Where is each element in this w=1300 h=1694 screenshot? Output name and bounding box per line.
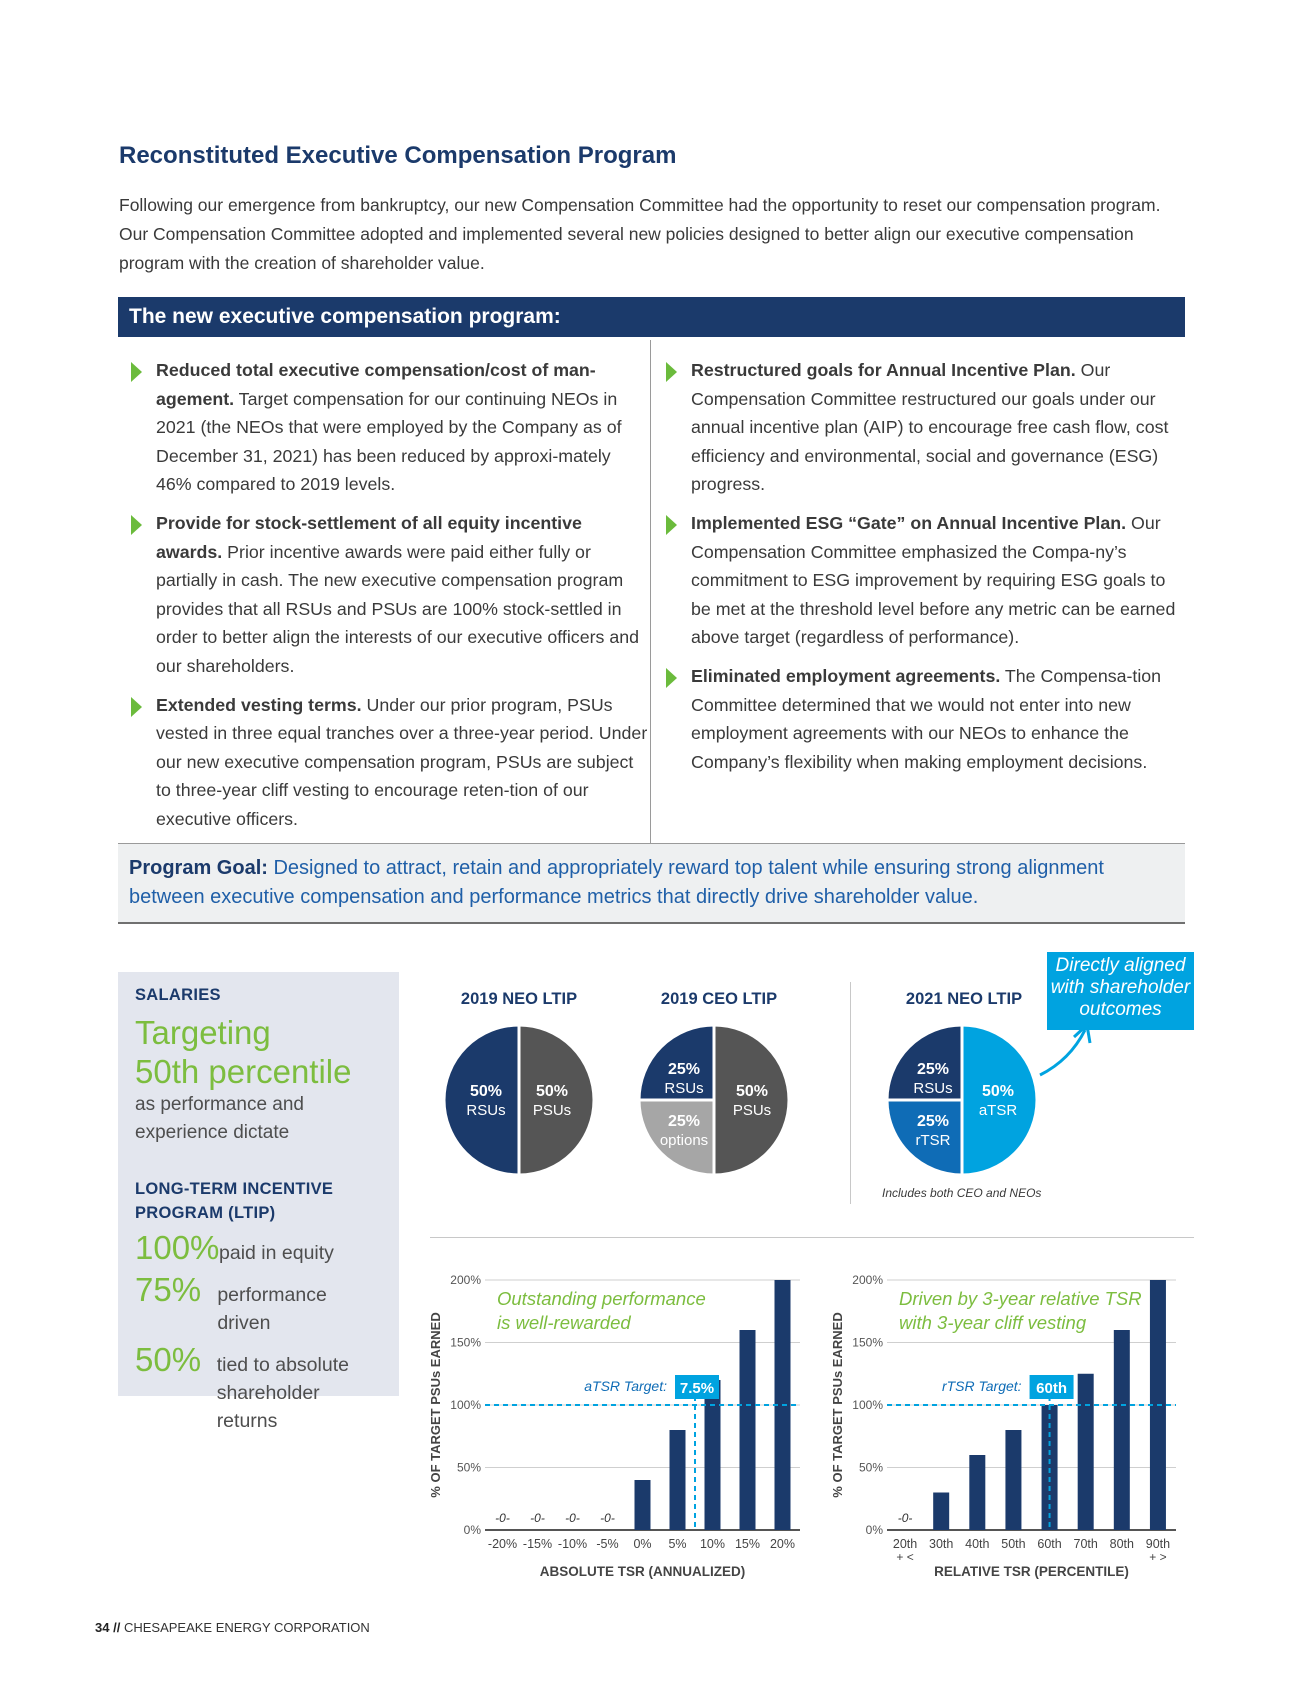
x-tick-sub: + < [896, 1550, 914, 1564]
bullet-text: Under our prior program, PSUs vested in three equal tranches over a three-year period. Under our new executive compensation program, PSUs are subject to three-year cliff vesting to encourage reten-tion of our executive officers. [156, 694, 648, 829]
y-tick-label: 100% [450, 1398, 481, 1412]
pie-slice-label: PSUs [532, 1102, 572, 1119]
pie-slice-pct: 25% [667, 1113, 701, 1130]
aligned-callout-line1: Directly aligned [1055, 955, 1186, 976]
ltip-pct: 100% [135, 1229, 220, 1266]
program-goal-text: Designed to attract, retain and appropriately reward top talent while ensuring strong alignment between executive compensation and performance metrics that directly drive shareholder value. [129, 857, 1104, 908]
intro-paragraph: Following our emergence from bankruptcy, our new Compensation Committee had the opportunity to reset our compensation program. Our Compensation Committee adopted and implemented several new policies designed to better align our executive compensation program with the creation of shareholder value. [119, 195, 1161, 273]
x-tick-label: -5% [596, 1537, 619, 1551]
bar [1005, 1430, 1021, 1530]
page-title: Reconstituted Executive Compensation Program [119, 142, 677, 169]
chart-annotation: Driven by 3-year relative TSR [899, 1288, 1142, 1309]
x-tick-label: 60th [1037, 1537, 1062, 1551]
x-tick-label: 10% [699, 1537, 726, 1551]
pie-slice-label: RSUs [664, 1080, 704, 1097]
pie-slice-pct: 25% [916, 1113, 950, 1130]
chart-annotation: is well-rewarded [497, 1312, 631, 1333]
y-axis-label: % OF TARGET PSUs EARNED [830, 1312, 845, 1498]
chart-annotation: with 3-year cliff vesting [899, 1312, 1087, 1333]
includes-note: Includes both CEO and NEOs [882, 1186, 1042, 1200]
bar [1114, 1330, 1130, 1530]
x-tick-label: 50th [1001, 1537, 1026, 1551]
page-footer [95, 1620, 370, 1635]
y-tick-label: 50% [858, 1460, 883, 1475]
pie-slice-pct: 50% [469, 1083, 503, 1100]
bullet-text: The Compensa-tion Committee determined that we would not enter into new employment agreements with our NEOs to enhance the Company’s flexibility when making employment decisions. [691, 665, 1162, 772]
x-tick-label: 40th [965, 1537, 990, 1551]
bar [635, 1480, 651, 1530]
x-tick-label: -15% [522, 1537, 553, 1551]
footer-separator: // [113, 1620, 121, 1635]
x-tick-label: 15% [734, 1537, 761, 1551]
chart-annotation: Outstanding performance [497, 1288, 706, 1309]
bullet-heading: Provide for stock-settlement of all equity incentive awards. [156, 512, 582, 562]
ltip-desc: performance driven [217, 1284, 327, 1334]
x-tick-label: 90th [1145, 1537, 1171, 1551]
zero-bar-label: -0- [495, 1511, 510, 1525]
ltip-pct: 75% [135, 1271, 202, 1308]
pie-slice-pct: 50% [735, 1083, 769, 1100]
ltip-desc: tied to absolute shareholder returns [216, 1354, 349, 1432]
x-tick-sub: + > [1149, 1550, 1167, 1564]
pie-slice-pct: 25% [916, 1061, 950, 1078]
ltip-pct: 50% [135, 1341, 202, 1378]
pie-slice-label: RSUs [913, 1080, 953, 1097]
target-label: rTSR Target: [941, 1378, 1022, 1394]
x-tick-label: 0% [633, 1537, 652, 1551]
y-tick-label: 150% [852, 1335, 883, 1350]
bullet-heading: Implemented ESG “Gate” on Annual Incentive Plan. [691, 512, 1127, 533]
callout-arrow [1040, 1030, 1085, 1075]
zero-bar-label: -0- [530, 1511, 545, 1525]
x-tick-label: 70th [1073, 1537, 1098, 1551]
y-tick-label: 0% [865, 1523, 883, 1537]
y-tick-label: 200% [450, 1273, 481, 1287]
y-tick-label: 100% [852, 1398, 883, 1412]
pie-slice-pct: 50% [981, 1083, 1015, 1100]
zero-bar-label: -0- [897, 1511, 913, 1525]
y-axis-label: % OF TARGET PSUs EARNED [428, 1312, 443, 1498]
bullet-text: Our Compensation Committee restructured our goals under our annual incentive plan (AIP) to encourage free cash flow, cost efficiency and environmental, social and governance (ESG) progress. [691, 360, 1169, 495]
salaries-sub-line2: experience dictate [135, 1122, 290, 1143]
bullet-text: Target compensation for our continuing NEOs in 2021 (the NEOs that were employed by the Company as of December 31, 2021) has been reduced by approxi-mately 46% compared to 2019 levels. [156, 388, 622, 495]
x-axis-label: RELATIVE TSR (PERCENTILE) [934, 1564, 1129, 1579]
x-tick-label: 20th [892, 1537, 918, 1551]
bar [670, 1430, 686, 1530]
section-banner: The new executive compensation program: [118, 297, 1185, 337]
y-tick-label: 50% [456, 1460, 481, 1475]
salaries-sub-line1: as performance and [135, 1094, 304, 1115]
aligned-callout-line3: outcomes [1079, 999, 1162, 1020]
bullet-text: Prior incentive awards were paid either fully or partially in cash. The new executive compensation program provides that all RSUs and PSUs are 100% stock-settled in order to better align the interests of our executive officers and our shareholders. [156, 541, 640, 676]
bullet-heading: Extended vesting terms. [156, 694, 362, 715]
footer-company: CHESAPEAKE ENERGY CORPORATION [123, 1620, 370, 1635]
pie-slice-label: PSUs [732, 1102, 772, 1119]
ltip-heading-line1: LONG-TERM INCENTIVE [135, 1180, 334, 1198]
pie-slice-atsr [962, 1025, 1037, 1175]
x-tick-label: -20% [487, 1537, 518, 1551]
salaries-target-line1: Targeting [135, 1014, 271, 1051]
bar [740, 1330, 756, 1530]
program-goal-label: Program Goal: [129, 857, 268, 879]
pie-slice-psus [519, 1025, 594, 1175]
y-tick-label: 150% [450, 1335, 481, 1350]
pie-slice-psus [714, 1025, 789, 1175]
bullet-heading: Reduced total executive compensation/cost of man-agement. [156, 360, 596, 409]
aligned-callout-line2: with shareholder [1050, 977, 1191, 998]
zero-bar-label: -0- [600, 1511, 615, 1525]
pie-title-2019-ceo: 2019 CEO LTIP [660, 990, 778, 1008]
x-tick-label: 80th [1109, 1537, 1134, 1551]
y-tick-label: 200% [852, 1273, 883, 1287]
pie-slice-pct: 25% [667, 1061, 701, 1078]
page-number: 34 [95, 1620, 110, 1635]
salaries-target-line2: 50th percentile [135, 1053, 352, 1090]
x-tick-label: 5% [668, 1537, 687, 1551]
x-tick-label: 20% [769, 1537, 796, 1551]
pie-title-2021-neo: 2021 NEO LTIP [905, 990, 1023, 1008]
bullet-heading: Eliminated employment agreements. [691, 665, 1001, 686]
pie-title-2019-neo: 2019 NEO LTIP [460, 990, 578, 1008]
bar [1078, 1374, 1094, 1530]
pie-slice-label: RSUs [466, 1102, 506, 1119]
target-label: aTSR Target: [584, 1378, 667, 1394]
bar [705, 1380, 721, 1530]
pie-slice-label: options [659, 1132, 709, 1149]
pie-slice-pct: 50% [535, 1083, 569, 1100]
y-tick-label: 0% [463, 1523, 481, 1537]
salaries-heading: SALARIES [135, 986, 221, 1004]
bar [969, 1455, 985, 1530]
target-value: 7.5% [679, 1380, 715, 1397]
bullet-heading: Restructured goals for Annual Incentive Plan. [691, 360, 1076, 380]
ltip-desc: paid in equity [219, 1242, 334, 1264]
bullet-text: Our Compensation Committee emphasized the Compa-ny’s commitment to ESG improvement by requiring ESG goals to be met at the threshold level before any metric can be earned above target (regardless of performance). [691, 512, 1176, 648]
pie-slice-label: aTSR [978, 1102, 1018, 1119]
pie-slice-rsus [444, 1025, 519, 1175]
zero-bar-label: -0- [565, 1511, 580, 1525]
target-value: 60th [1036, 1380, 1067, 1397]
bar [933, 1493, 949, 1531]
x-tick-label: 30th [929, 1537, 954, 1551]
x-axis-label: ABSOLUTE TSR (ANNUALIZED) [539, 1564, 746, 1579]
pie-slice-label: rTSR [915, 1132, 951, 1149]
x-tick-label: -10% [557, 1537, 588, 1551]
ltip-heading-line2: PROGRAM (LTIP) [135, 1204, 276, 1222]
